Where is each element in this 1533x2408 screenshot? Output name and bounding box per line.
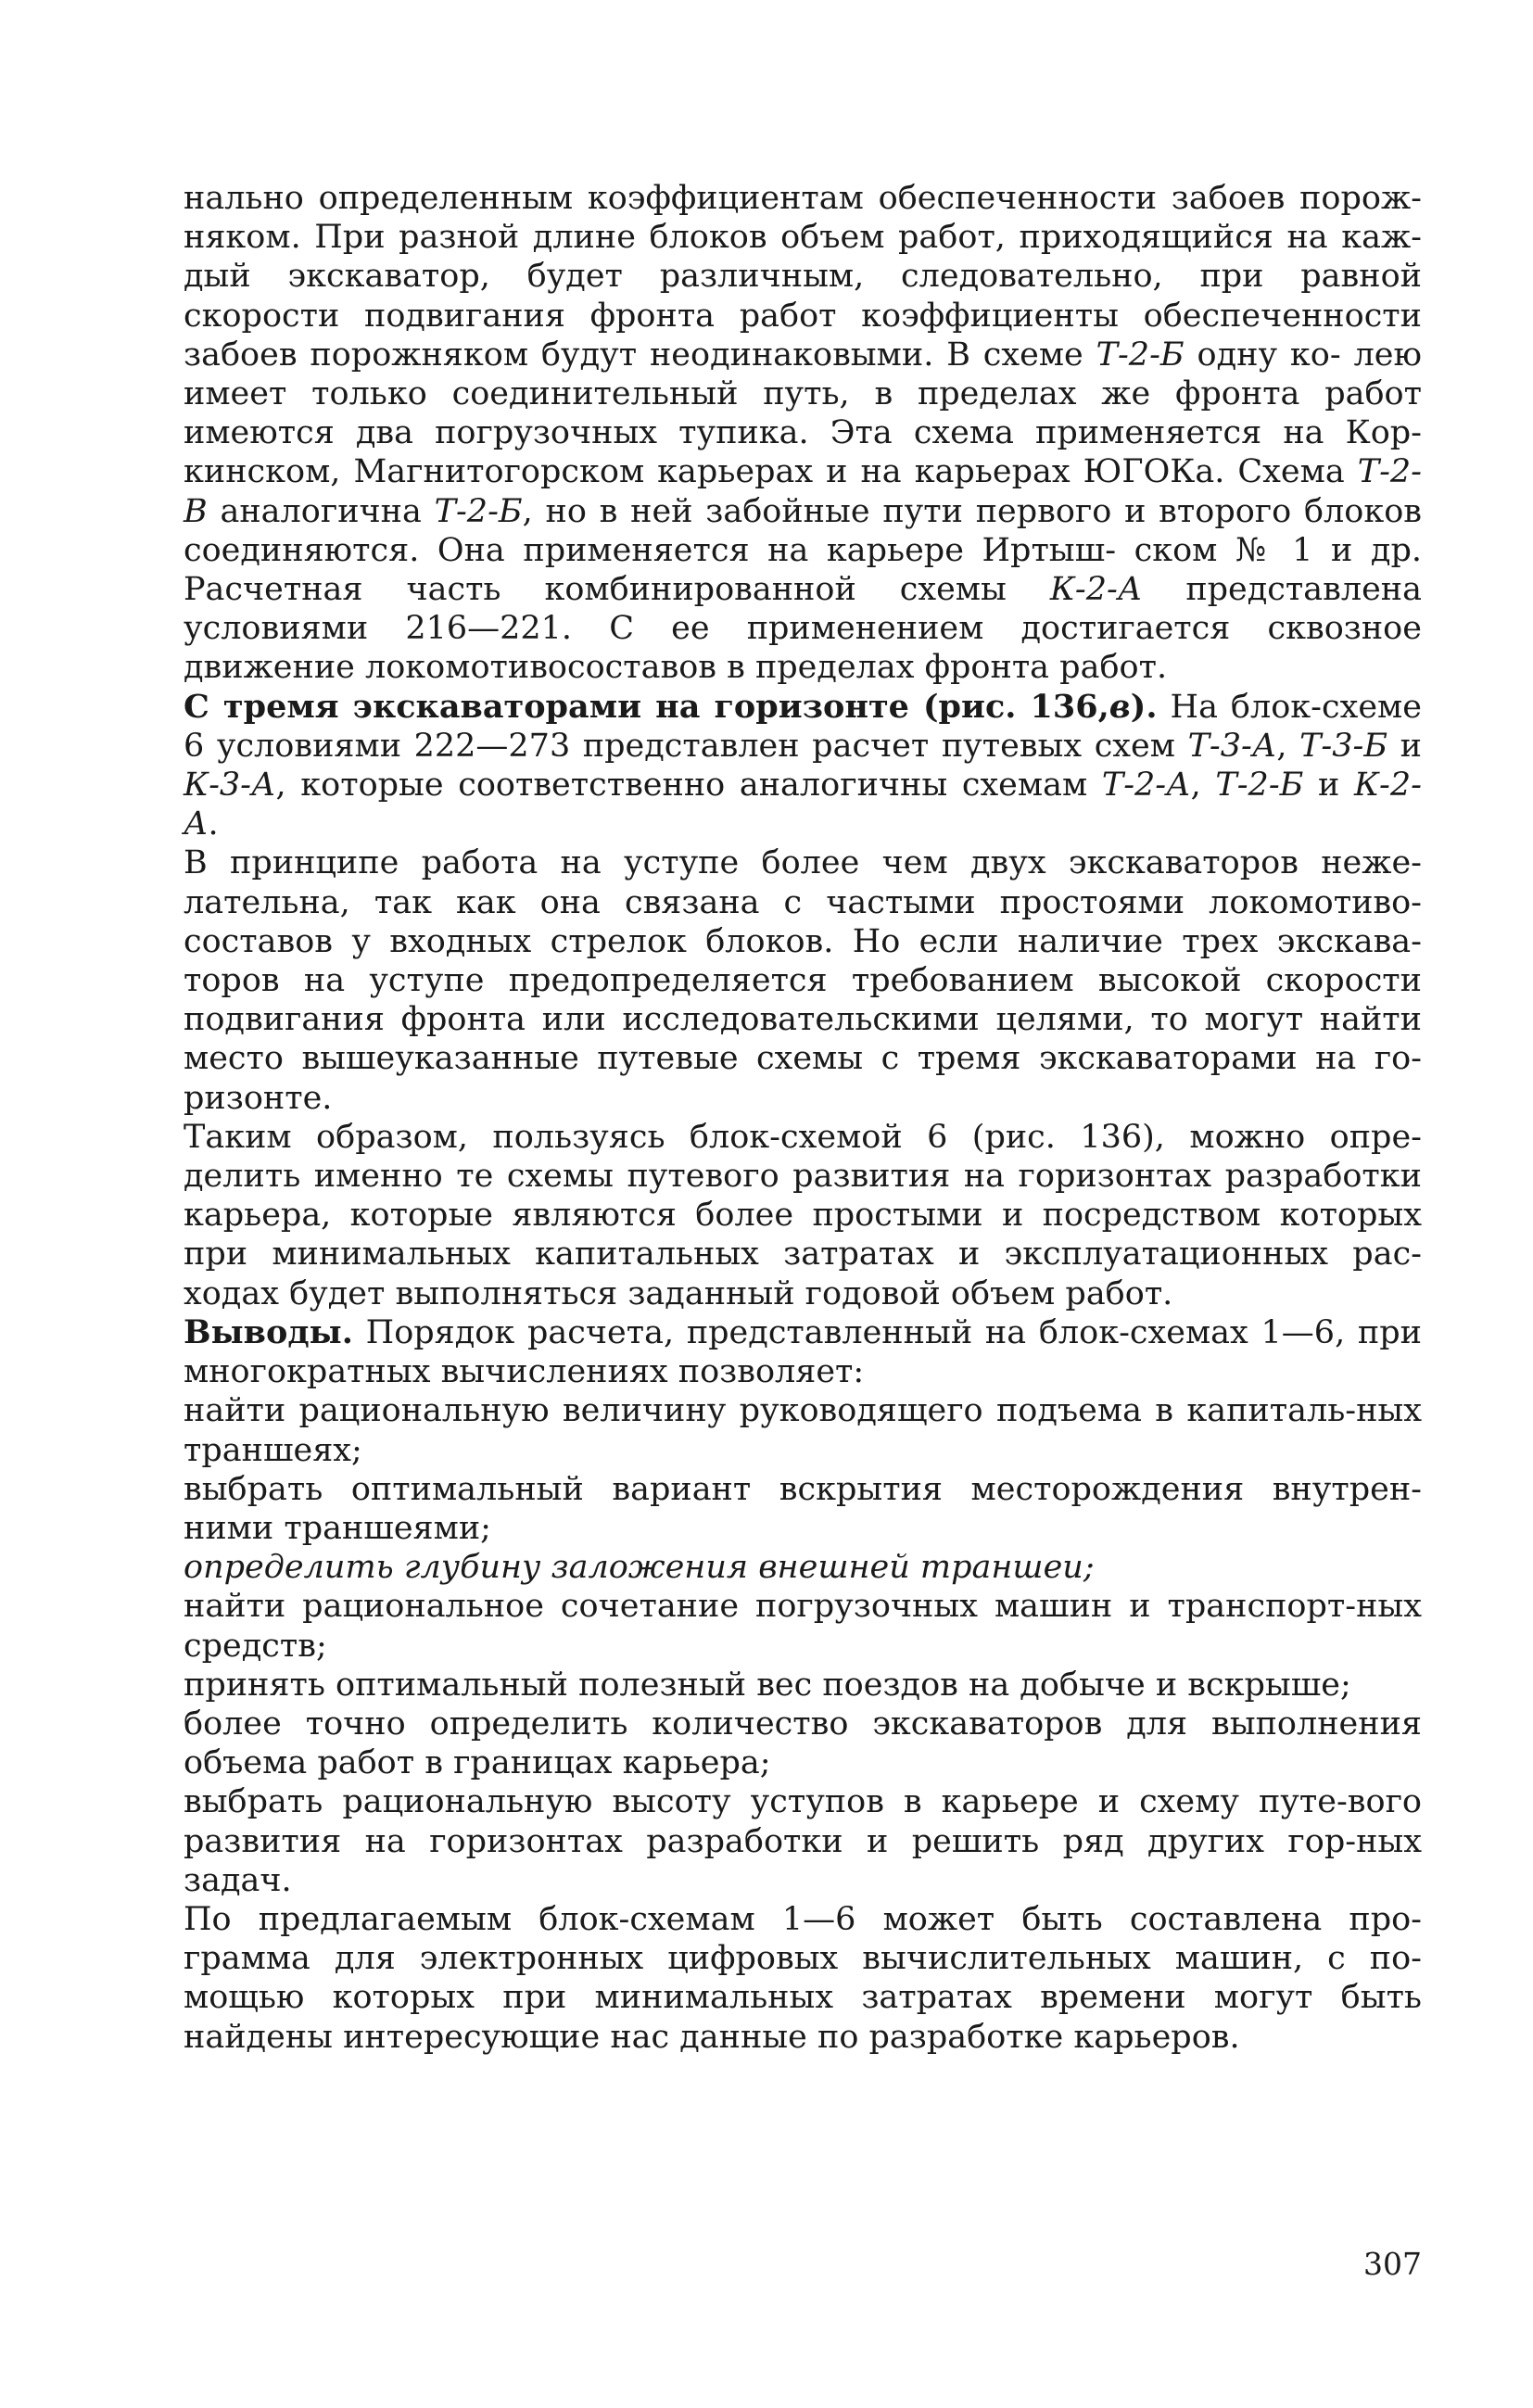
list-item: найти рациональную величину руководящего подъема в капиталь-ных траншеях; xyxy=(184,1392,1422,1469)
section-lead: ). xyxy=(1130,687,1158,726)
document-page xyxy=(184,179,1422,2057)
scheme-designation: Т-3-А xyxy=(1187,727,1277,765)
text-run: одну ко- xyxy=(1184,336,1341,374)
scheme-designation: Т-3-Б xyxy=(1299,727,1388,765)
text-run: подвигания фронта работ коэффициенты обеспеченности забоев xyxy=(184,297,1422,374)
text-run: порожняком будут неодинаковыми. В схеме xyxy=(310,336,1096,374)
list-item: более точно определить количество экскаваторов для выполнения объема работ в границах карьера; xyxy=(184,1705,1422,1782)
text-run: нально определенным коэффициентам обеспеченности забоев порож- xyxy=(184,180,1422,217)
figure-letter: в xyxy=(1109,687,1131,726)
list-item: принять оптимальный полезный вес поездов на добыче и вскрыше; xyxy=(184,1666,1351,1704)
conclusions-lead: Выводы. xyxy=(184,1312,353,1351)
text-run: , xyxy=(1190,767,1216,805)
paragraph-three-excavators xyxy=(184,688,1422,844)
text-run: , xyxy=(1276,727,1287,765)
text-run: На блок-схеме 6 xyxy=(184,688,1422,765)
text-run: и xyxy=(1303,767,1354,805)
scheme-designation: Т-2-Б xyxy=(1215,767,1304,805)
text-run: и второго блоков соединяются. Она применяется на карьере Иртыш- xyxy=(184,492,1422,569)
text-run: дый экскаватор, будет различным, следовательно, при равной скорости xyxy=(184,258,1422,335)
text-run: кинском, Магнитогорском карьерах и на карьерах ЮГОКа. Схема xyxy=(184,453,1345,491)
scheme-designation: Т-2-Б xyxy=(434,492,523,530)
scheme-designation: Т-2-Б xyxy=(1096,336,1185,374)
list-item: определить глубину заложения внешней траншеи; xyxy=(184,1549,1095,1587)
paragraph-conclusions xyxy=(184,1313,1422,1391)
scheme-designation: К-2-А xyxy=(1049,571,1143,609)
scheme-designation: Т-2-В xyxy=(184,453,1422,530)
page-number: 307 xyxy=(1363,2246,1422,2282)
text-run: аналогична xyxy=(207,492,435,530)
text-run: имеются два погрузочных тупика. Эта схема применяется на Кор- xyxy=(184,414,1422,452)
text-run: сквозное движение локомотивосоставов в пределах фронта работ. xyxy=(184,610,1422,687)
text-run: ском № 1 и др. Расчетная часть комбинированной схемы xyxy=(184,531,1422,609)
paragraph-principle: В принципе работа на уступе более чем двух экскаваторов неже-лательна, так как она связана с частыми простоями локомотиво-составов у входных стрелок блоков. Но если наличие трех экскава-торов на уступе предопределяется требованием высокой скорости подвигания фронта или исследовательскими целями, то могут найти место вышеуказанные путевые схемы с тремя экскаваторами на го-ризонте. xyxy=(184,844,1422,1117)
paragraph-continuation xyxy=(184,179,1422,688)
text-run: лею имеет только соединительный путь, в пределах же фронта работ xyxy=(184,336,1422,413)
scheme-designation: Т-2-А xyxy=(1101,767,1191,805)
text-run: Порядок расчета, представленный на блок-схемах 1—6, при многократных вычислениях позволяет: xyxy=(184,1313,1422,1391)
text-run: представлена условиями 216—221. С ее применением достигается xyxy=(184,571,1422,648)
paragraph-thus: Таким образом, пользуясь блок-схемой 6 (рис. 136), можно опре-делить именно те схемы путевого развития на горизонтах разработки карьера, которые являются более простыми и посредством которых при минимальных капитальных затратах и эксплуатационных рас-ходах будет выполняться заданный годовой объем работ. xyxy=(184,1118,1422,1312)
list-item: найти рациональное сочетание погрузочных машин и транспорт-ных средств; xyxy=(184,1588,1422,1665)
text-run: . xyxy=(208,805,219,843)
text-run: няком. При разной длине блоков объем работ, приходящийся на каж- xyxy=(184,219,1422,257)
section-lead: С тремя экскаваторами на горизонте (рис. 136, xyxy=(184,687,1109,726)
list-item: выбрать оптимальный вариант вскрытия месторождения внутрен-ними траншеями; xyxy=(184,1470,1422,1547)
text-run: условиями 222—273 представлен расчет путевых схем xyxy=(216,727,1188,765)
text-run: и xyxy=(1387,727,1422,765)
text-run: , но в ней забойные пути первого xyxy=(522,492,1112,530)
list-item: выбрать рациональную высоту уступов в карьере и схему путе-вого развития на горизонтах разработки и решить ряд других гор-ных задач. xyxy=(184,1783,1422,1899)
text-run: , которые соответственно аналогичны схемам xyxy=(275,767,1088,805)
paragraph-program: По предлагаемым блок-схемам 1—6 может быть составлена про-грамма для электронных цифровых вычислительных машин, с по-мощью которых при минимальных затратах времени могут быть найдены интересующие нас данные по разработке карьеров. xyxy=(184,1900,1422,2056)
scheme-designation: К-2-А xyxy=(184,767,1422,843)
scheme-designation: К-3-А xyxy=(184,767,276,805)
